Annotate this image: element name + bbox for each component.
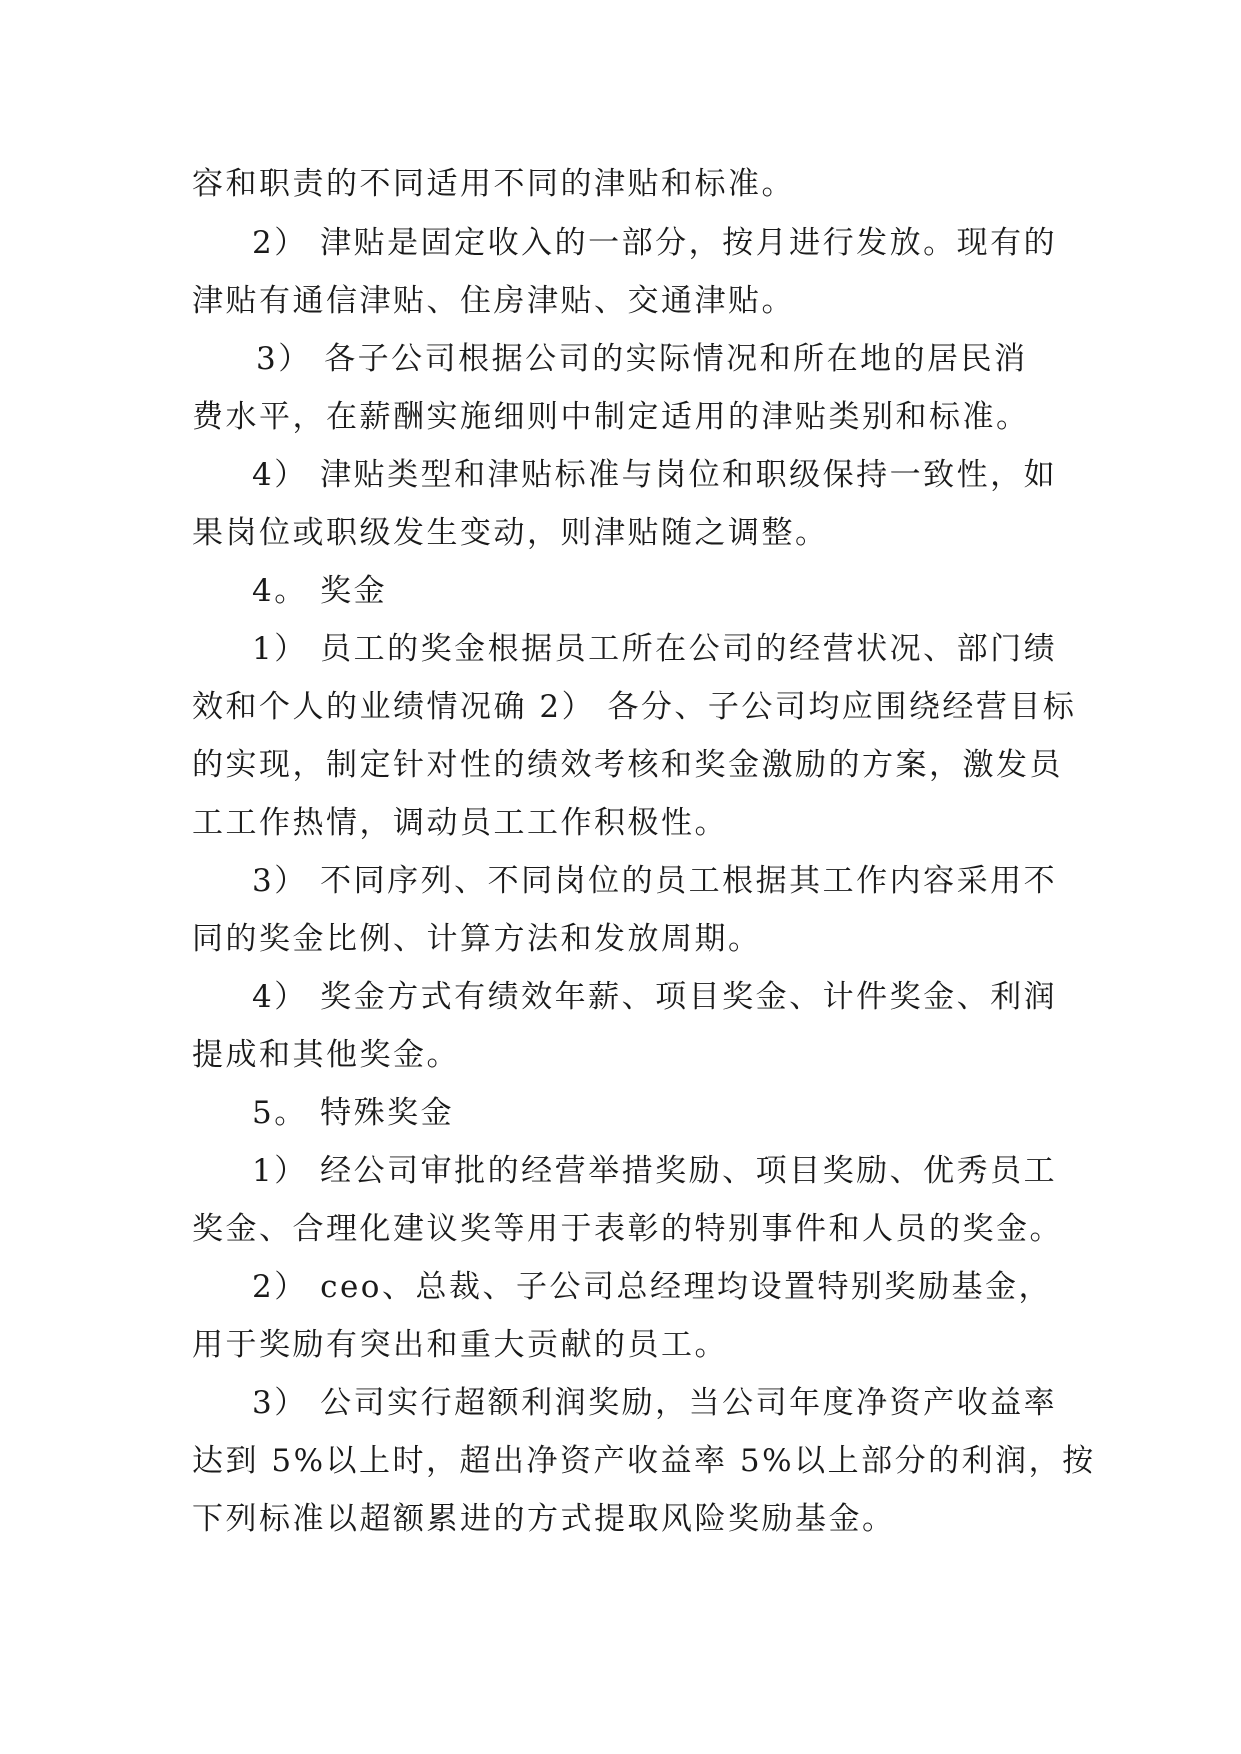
text-line: 达到 5%以上时，超出净资产收益率 5%以上部分的利润，按 [192, 1443, 1096, 1479]
text-line: 用于奖励有突出和重大贡献的员工。 [192, 1327, 728, 1363]
text-line: 2） ceo、总裁、子公司总经理均设置特别奖励基金， [252, 1269, 1052, 1305]
text-line: 效和个人的业绩情况确 2） 各分、子公司均应围绕经营目标 [192, 689, 1077, 725]
text-line: 同的奖金比例、计算方法和发放周期。 [192, 921, 762, 957]
text-line: 下列标准以超额累进的方式提取风险奖励基金。 [192, 1501, 896, 1537]
text-line: 工工作热情，调动员工工作积极性。 [192, 805, 728, 841]
text-line: 4） 津贴类型和津贴标准与岗位和职级保持一致性，如 [252, 457, 1058, 493]
text-line: 2） 津贴是固定收入的一部分，按月进行发放。现有的 [252, 225, 1058, 261]
text-line: 提成和其他奖金。 [192, 1037, 460, 1073]
text-line: 奖金、合理化建议奖等用于表彰的特别事件和人员的奖金。 [192, 1211, 1063, 1247]
text-line: 1） 员工的奖金根据员工所在公司的经营状况、部门绩 [252, 631, 1058, 667]
text-line: 3） 各子公司根据公司的实际情况和所在地的居民消 [256, 341, 1028, 377]
text-line: 容和职责的不同适用不同的津贴和标准。 [192, 166, 795, 202]
text-line: 3） 公司实行超额利润奖励，当公司年度净资产收益率 [252, 1385, 1058, 1421]
section-heading: 4。 奖金 [252, 573, 388, 609]
text-line: 3） 不同序列、不同岗位的员工根据其工作内容采用不 [252, 863, 1058, 899]
text-line: 的实现，制定针对性的绩效考核和奖金激励的方案，激发员 [192, 747, 1063, 783]
text-line: 1） 经公司审批的经营举措奖励、项目奖励、优秀员工 [252, 1153, 1058, 1189]
text-line: 费水平，在薪酬实施细则中制定适用的津贴类别和标准。 [192, 399, 1030, 435]
text-line: 津贴有通信津贴、住房津贴、交通津贴。 [192, 283, 795, 319]
text-line: 4） 奖金方式有绩效年薪、项目奖金、计件奖金、利润 [252, 979, 1058, 1015]
text-line: 果岗位或职级发生变动，则津贴随之调整。 [192, 515, 829, 551]
section-heading: 5。 特殊奖金 [252, 1095, 455, 1131]
